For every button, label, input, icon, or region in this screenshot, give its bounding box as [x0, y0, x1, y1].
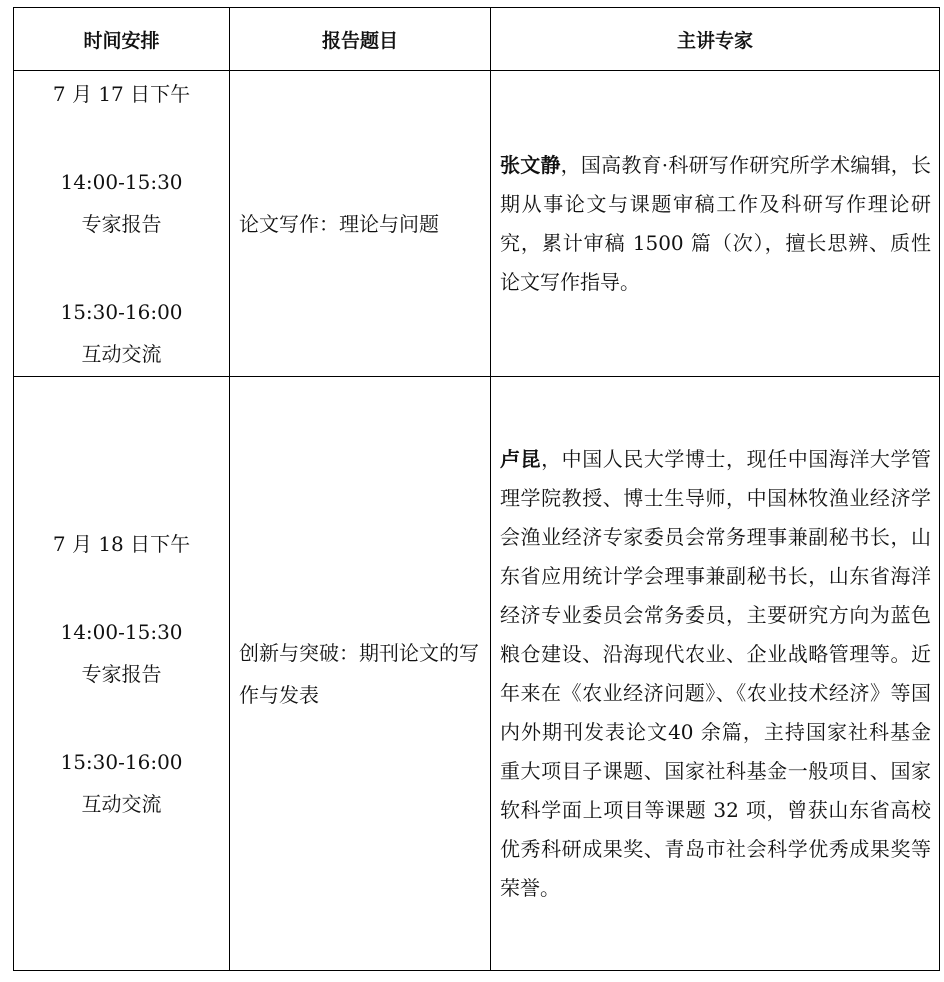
- slot2-label: 互动交流: [81, 791, 162, 816]
- header-topic: 报告题目: [230, 8, 491, 71]
- table-row: [14, 377, 940, 971]
- session-date: 7 月 17 日下午: [52, 82, 191, 106]
- expert-name: 卢昆: [500, 446, 542, 471]
- topic-cell: 创新与突破：期刊论文的写作与发表: [230, 377, 491, 971]
- header-row: [14, 8, 940, 71]
- expert-bio: ，国高教育·科研写作研究所学术编辑，长期从事论文与课题审稿工作及科研写作理论研究，累计审稿 1500 篇（次），擅长思辨、质性论文写作指导。: [500, 152, 932, 294]
- time-cell: [14, 71, 230, 377]
- header-expert: 主讲专家: [491, 8, 940, 71]
- slot2-time: 15:30-16:00: [60, 300, 183, 324]
- slot1-time: 14:00-15:30: [60, 170, 183, 194]
- table-row: [14, 71, 940, 377]
- slot1-label: 专家报告: [81, 212, 162, 236]
- session-date: 7 月 18 日下午: [52, 531, 191, 556]
- time-cell: [14, 377, 230, 971]
- expert-bio: ，中国人民大学博士，现任中国海洋大学管理学院教授、博士生导师，中国林牧渔业经济学会渔业经济专家委员会常务理事兼副秘书长，山东省应用统计学会理事兼副秘书长，山东省海洋经济专业委员会常务委员，主要研究方向为蓝色粮仓建设、沿海现代农业、企业战略管理等。近年来在《农业经济问题》、《农业技术经济》等国内外期刊发表论文40 余篇，主持国家社科基金重大项目子课题、国家社科基金一般项目、国家软科学面上项目等课题 32 项，曾获山东省高校优秀科研成果奖、青岛市社会科学优秀成果奖等荣誉。: [500, 446, 932, 900]
- expert-name: 张文静: [500, 152, 561, 177]
- schedule-table: [13, 7, 940, 971]
- slot1-time: 14:00-15:30: [60, 619, 183, 644]
- expert-cell: [491, 377, 940, 971]
- expert-cell: [491, 71, 940, 377]
- header-time: 时间安排: [14, 8, 230, 71]
- slot1-label: 专家报告: [81, 661, 162, 686]
- topic-cell: 论文写作：理论与问题: [230, 71, 491, 377]
- slot2-time: 15:30-16:00: [60, 749, 183, 774]
- slot2-label: 互动交流: [81, 342, 162, 366]
